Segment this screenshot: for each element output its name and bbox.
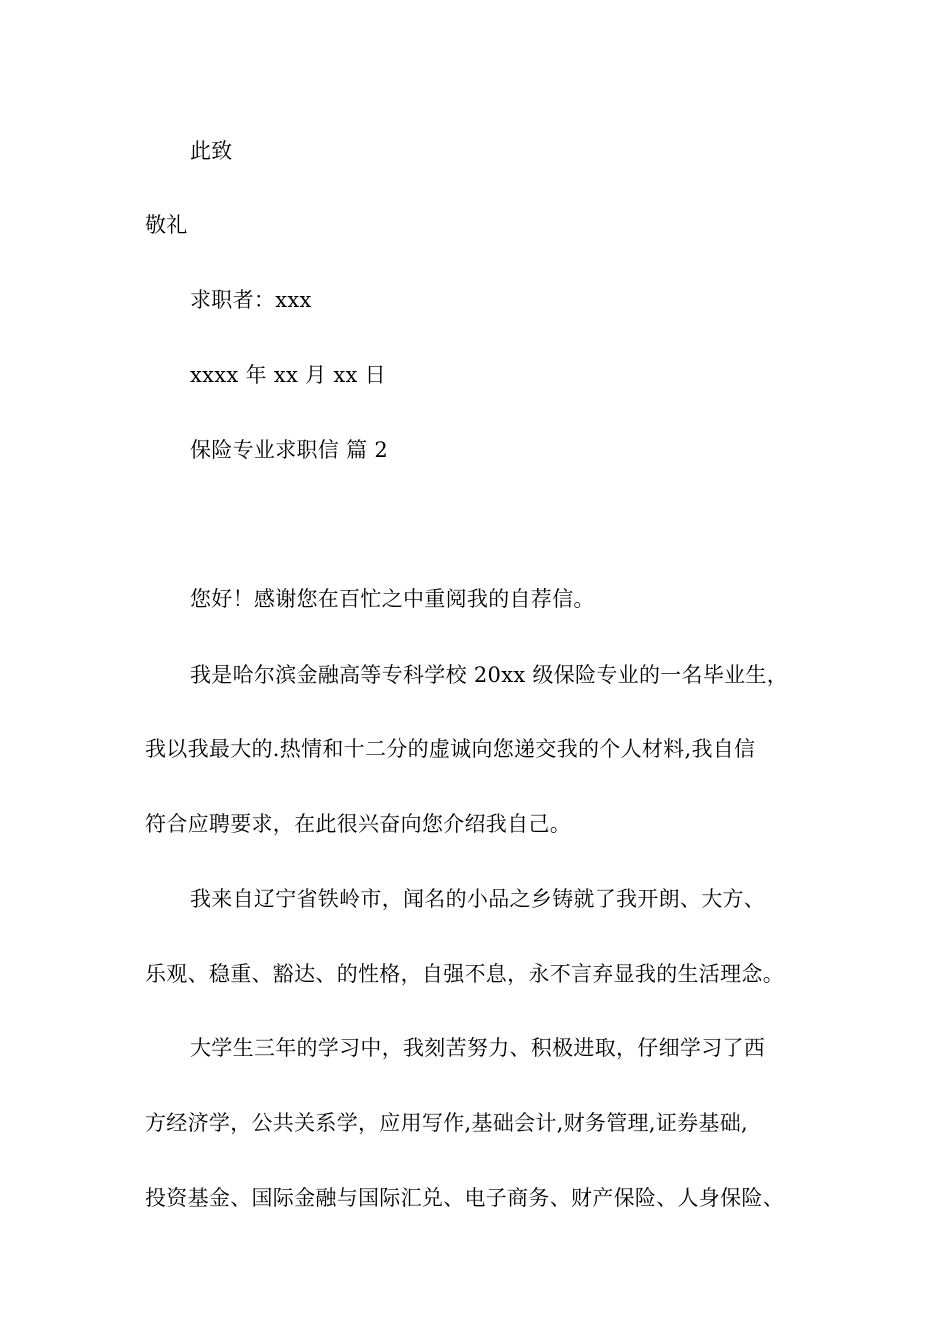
paragraph-line: 我来自辽宁省铁岭市，闻名的小品之乡铸就了我开朗、大方、	[190, 887, 766, 911]
signer-line: 求职者：xxx	[190, 288, 312, 312]
section-title: 保险专业求职信 篇 2	[190, 438, 389, 462]
paragraph-line: 符合应聘要求，在此很兴奋向您介绍我自己。	[145, 812, 571, 836]
paragraph-line: 方经济学，公共关系学，应用写作,基础会计,财务管理,证券基础,	[145, 1111, 748, 1135]
paragraph-line: 投资基金、国际金融与国际汇兑、电子商务、财产保险、人身保险、	[145, 1186, 784, 1210]
paragraph-line: 我以我最大的.热情和十二分的虚诚向您递交我的个人材料,我自信	[145, 737, 756, 761]
closing-salutation-1: 此致	[190, 139, 233, 163]
paragraph-line: 您好！感谢您在百忙之中重阅我的自荐信。	[190, 587, 595, 611]
paragraph-line: 乐观、稳重、豁达、的性格，自强不息，永不言弃显我的生活理念。	[145, 962, 784, 986]
date-line: xxxx 年 xx 月 xx 日	[190, 363, 386, 387]
paragraph-line: 大学生三年的学习中，我刻苦努力、积极进取，仔细学习了西	[190, 1036, 766, 1060]
closing-salutation-2: 敬礼	[145, 213, 188, 237]
paragraph-line: 我是哈尔滨金融高等专科学校 20xx 级保险专业的一名毕业生，	[190, 663, 789, 687]
